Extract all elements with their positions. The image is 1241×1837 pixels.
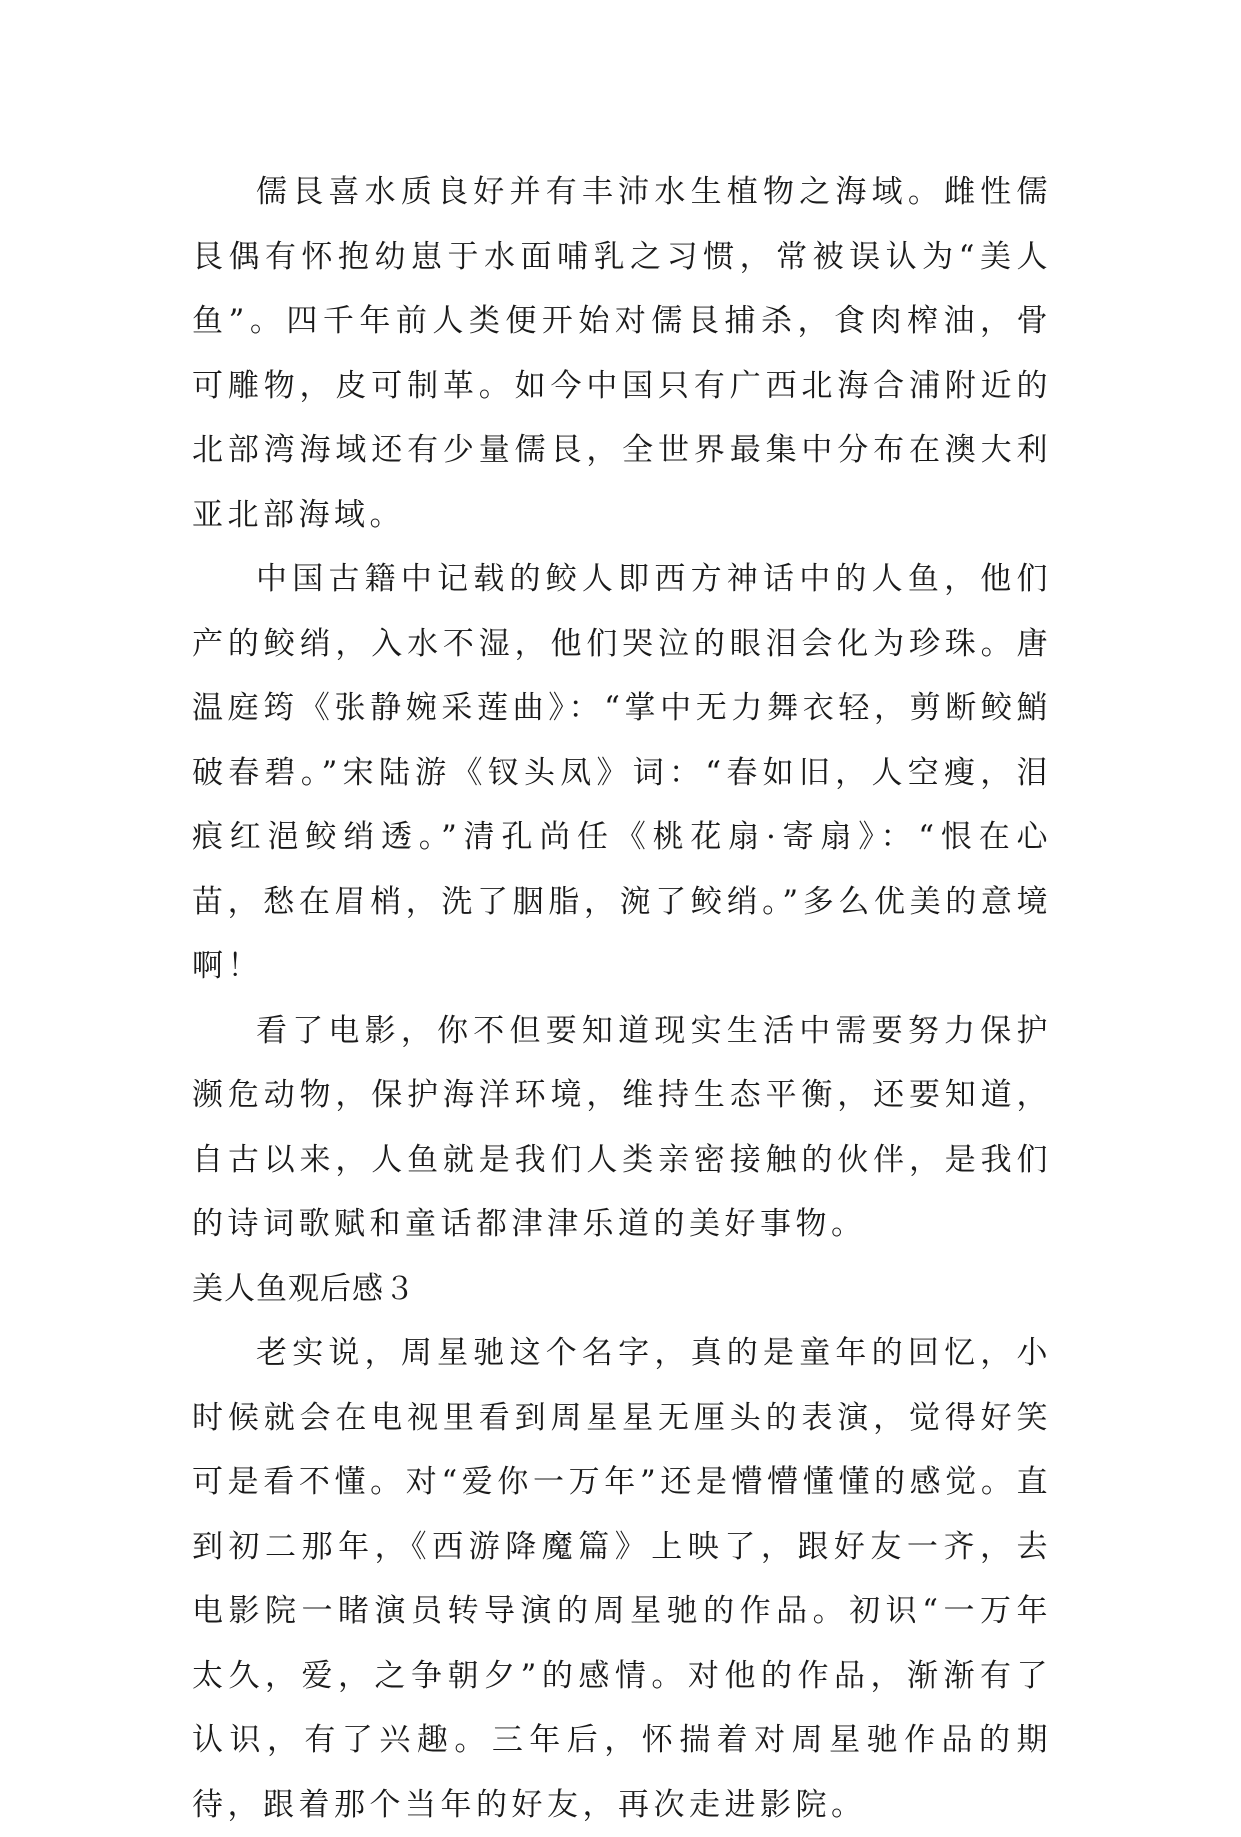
paragraph-dugong: 儒艮喜水质良好并有丰沛水生植物之海域。雌性儒艮偶有怀抱幼崽于水面哺乳之习惯，常被误认为“美人鱼”。四千年前人类便开始对儒艮捕杀，食肉榨油，骨可雕物，皮可制革。如今中国只有广西北海合浦附近的北部湾海域还有少量儒艮，全世界最集中分布在澳大利亚北部海域。 (192, 174, 1052, 533)
section-heading: 美人鱼观后感３ (192, 1270, 416, 1307)
paragraph-conclusion: 看了电影，你不但要知道现实生活中需要努力保护濒危动物，保护海洋环境，维持生态平衡，还要知道，自古以来，人鱼就是我们人类亲密接触的伙伴，是我们的诗词歌赋和童话都津津乐道的美好事物。 (192, 1012, 1052, 1242)
document-body (192, 160, 1052, 1837)
paragraph-stephen-chow: 老实说，周星驰这个名字，真的是童年的回忆，小时候就会在电视里看到周星星无厘头的表演，觉得好笑可是看不懂。对“爱你一万年”还是懵懵懂懂的感觉。直到初二那年，《西游降魔篇》上映了，跟好友一齐，去电影院一睹演员转导演的周星驰的作品。初识“一万年太久，爱，之争朝夕”的感情。对他的作品，渐渐有了认识，有了兴趣。三年后，怀揣着对周星驰作品的期待，跟着那个当年的好友，再次走进影院。 (192, 1335, 1052, 1823)
paragraph-jiaoren: 中国古籍中记载的鲛人即西方神话中的人鱼，他们产的鲛绡，入水不湿，他们哭泣的眼泪会化为珍珠。唐温庭筠《张静婉采莲曲》：“掌中无力舞衣轻，剪断鲛鮹破春碧。”宋陆游《钗头凤》词：“春如旧，人空瘦，泪痕红浥鲛绡透。”清孔尚任《桃花扇·寄扇》：“恨在心苗，愁在眉梢，洗了胭脂，涴了鲛绡。”多么优美的意境啊！ (192, 561, 1052, 984)
